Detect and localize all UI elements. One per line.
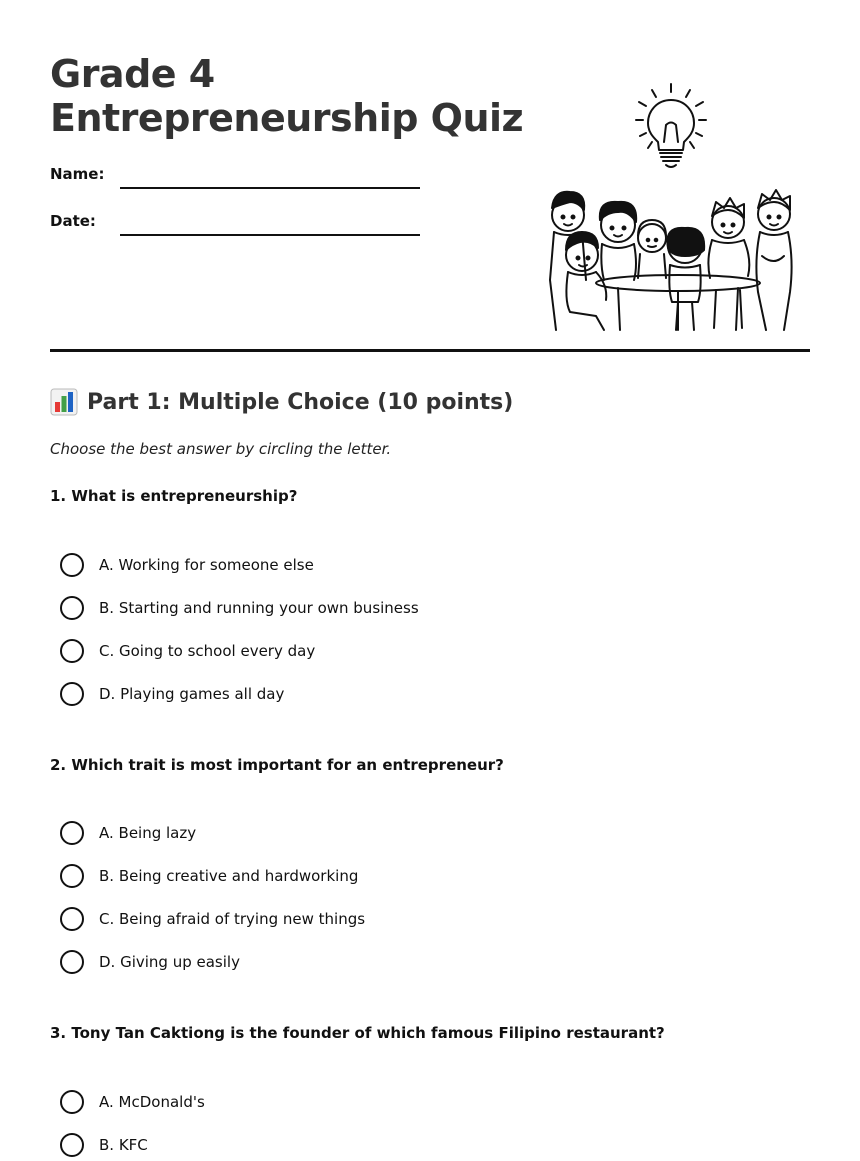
kid-figure-icon	[638, 220, 666, 278]
date-label: Date:	[50, 212, 96, 230]
option-label: B. Starting and running your own business	[99, 599, 419, 617]
name-label: Name:	[50, 165, 105, 183]
part1-title	[50, 388, 513, 416]
question-3: 3. Tony Tan Caktiong is the founder of which famous Filipino restaurant?	[50, 1024, 665, 1042]
radio-circle-icon[interactable]	[60, 596, 84, 620]
option-label: D. Giving up easily	[99, 953, 240, 971]
option-label: D. Playing games all day	[99, 685, 285, 703]
option-q1-c[interactable]	[60, 639, 315, 663]
option-label: C. Being afraid of trying new things	[99, 910, 366, 928]
option-q2-c[interactable]	[60, 907, 365, 931]
kids-lightbulb-illustration	[540, 80, 802, 332]
bar-chart-icon	[50, 388, 78, 416]
option-q3-a[interactable]	[60, 1090, 205, 1114]
radio-circle-icon[interactable]	[60, 950, 84, 974]
option-q1-a[interactable]	[60, 553, 314, 577]
question-1: 1. What is entrepreneurship?	[50, 487, 298, 505]
name-input-line[interactable]	[120, 187, 420, 189]
lightbulb-icon	[636, 84, 706, 167]
question-2: 2. Which trait is most important for an entrepreneur?	[50, 756, 504, 774]
option-q1-b[interactable]	[60, 596, 419, 620]
radio-circle-icon[interactable]	[60, 907, 84, 931]
header-divider	[50, 349, 810, 352]
option-label: A. Working for someone else	[99, 556, 314, 574]
part1-title-text: Part 1: Multiple Choice (10 points)	[87, 389, 514, 415]
kid-figure-icon	[756, 190, 791, 330]
option-q1-d[interactable]	[60, 682, 284, 706]
part1-instruction: Choose the best answer by circling the letter.	[50, 440, 392, 458]
title-subject: Entrepreneurship Quiz	[50, 96, 524, 140]
title-grade: Grade 4	[50, 52, 215, 96]
radio-circle-icon[interactable]	[60, 1090, 84, 1114]
date-input-line[interactable]	[120, 234, 420, 236]
option-label: B. KFC	[99, 1136, 148, 1154]
kid-figure-icon	[600, 202, 636, 280]
option-label: A. Being lazy	[99, 824, 197, 842]
page-title	[50, 52, 523, 140]
kid-figure-icon	[667, 228, 704, 330]
option-q2-a[interactable]	[60, 821, 196, 845]
option-label: C. Going to school every day	[99, 642, 316, 660]
option-label: A. McDonald's	[99, 1093, 205, 1111]
radio-circle-icon[interactable]	[60, 821, 84, 845]
option-q2-b[interactable]	[60, 864, 358, 888]
radio-circle-icon[interactable]	[60, 864, 84, 888]
radio-circle-icon[interactable]	[60, 682, 84, 706]
radio-circle-icon[interactable]	[60, 639, 84, 663]
option-q3-b[interactable]	[60, 1133, 148, 1157]
kid-figure-icon	[708, 198, 749, 328]
radio-circle-icon[interactable]	[60, 1133, 84, 1157]
option-q2-d[interactable]	[60, 950, 240, 974]
option-label: B. Being creative and hardworking	[99, 867, 359, 885]
radio-circle-icon[interactable]	[60, 553, 84, 577]
